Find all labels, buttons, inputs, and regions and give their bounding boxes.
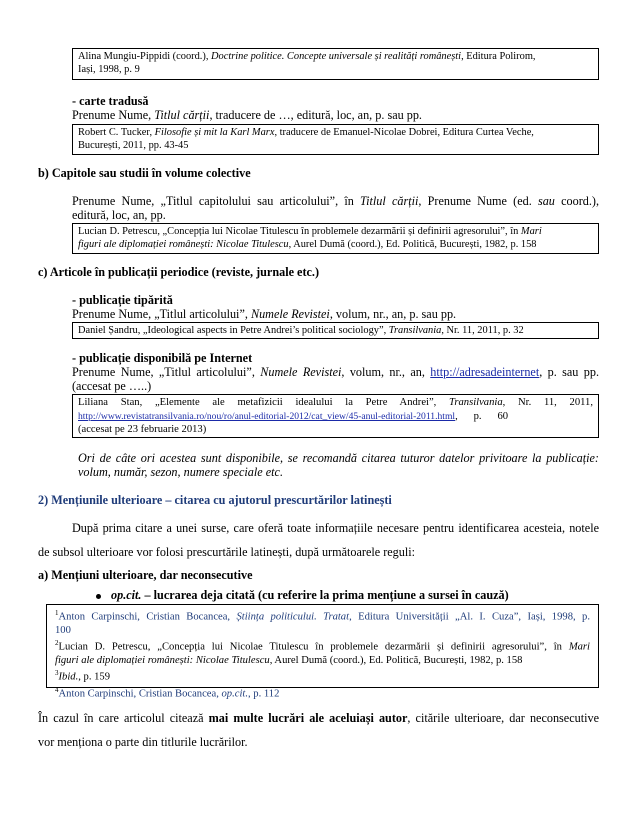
text: Robert C. Tucker,: [78, 127, 155, 138]
text: – lucrarea deja citată (cu referire la prima mențiune a sursei în cauză): [141, 588, 509, 602]
text: Prenume Nume, „Titlul capitolului sau articolului”, în: [72, 194, 361, 208]
text: , p. 159: [78, 671, 110, 683]
text: Anton Carpinschi, Cristian Bocancea,: [58, 611, 237, 623]
subheading-translated-book: - carte tradusă: [72, 94, 149, 108]
text-italic: Știința politicului. Tratat: [236, 611, 350, 623]
example-line: [78, 238, 593, 251]
closing-line1: [38, 711, 599, 726]
example-line: [78, 225, 593, 238]
footnote-number: 4: [55, 686, 59, 695]
paragraph-line2: de subsol ulterioare vor folosi prescurtările latinești, după următoarele reguli:: [38, 545, 416, 559]
section-heading-b: b) Capitole sau studii în volume colective: [38, 166, 251, 180]
example-box-print: [72, 322, 599, 339]
text-italic: figuri ale diplomației românești: Nicolae Titulescu: [55, 654, 270, 666]
text-bold: mai multe lucrări ale aceluiași autor: [208, 711, 408, 725]
text: , Aurel Dumă (coord.), Ed. Politică, București, 1982, p. 158: [288, 239, 537, 250]
text-italic: figuri ale diplomației românești: Nicolae Titulescu: [78, 239, 289, 250]
template-chapter-line2: editură, loc, an, pp.: [72, 208, 166, 222]
footnote-number: 1: [55, 609, 59, 617]
template-chapter: [72, 194, 599, 209]
example-line: (accesat pe 23 februarie 2013): [78, 424, 207, 435]
footnote-example-box: [46, 604, 599, 700]
text-italic: Filosofie și mit la Karl Marx: [154, 127, 275, 138]
template-translated-book: [72, 108, 422, 123]
footnote-1: [55, 607, 590, 624]
template-internet: [72, 365, 599, 380]
text: În cazul în care articolul citează: [38, 711, 209, 725]
internet-address-link[interactable]: http://adresadeinternet: [430, 365, 540, 379]
subheading-internet: - publicație disponibilă pe Internet: [72, 351, 253, 365]
text-italic: Mari: [520, 226, 542, 237]
text: Lucian D. Petrescu, „Concepția lui Nicolae Titulescu în problemele dezarmării și definirii agresorului”, în: [78, 226, 521, 237]
closing-line2: vor menționa o parte din titlurile lucrărilor.: [38, 735, 248, 749]
text: , Editura Universității „Al. I. Cuza”, Iași, 1998, p.: [349, 611, 590, 623]
note-line1: Ori de câte ori acestea sunt disponibile, se recomandă citarea tuturor datelor privitoare la publicație:: [78, 451, 599, 465]
example-line: [78, 50, 593, 63]
text: , Nr. 11, 2011, p. 32: [441, 325, 524, 336]
bullet-opcit: [96, 588, 509, 603]
note-line2: volum, număr, sezon, numere speciale etc.: [78, 465, 283, 479]
example-line: [78, 324, 593, 337]
text: Anton Carpinschi, Cristian Bocancea,: [58, 688, 222, 700]
text: coord.),: [554, 194, 600, 208]
example-box-translated: [72, 124, 599, 155]
example-line: [78, 410, 593, 424]
text-italic: op.cit.: [111, 588, 142, 602]
bullet-icon: [96, 594, 101, 599]
text-italic: Ibid.: [58, 671, 79, 683]
text: , citările ulterioare, dar neconsecutive: [407, 711, 599, 725]
text-italic: Doctrine politice. Concepte universale și realități românești: [211, 51, 462, 62]
text: Alina Mungiu-Pippidi (coord.),: [78, 51, 212, 62]
text: Prenume Nume,: [72, 108, 155, 122]
text: , p. sau pp.: [539, 365, 599, 379]
subheading-a: a) Mențiuni ulterioare, dar neconsecutive: [38, 568, 253, 582]
footnote-number: 3: [55, 669, 59, 678]
template-print: [72, 307, 456, 322]
paragraph-line1: După prima citare a unei surse, care oferă toate informațiile necesare pentru identificarea acesteia, notele: [72, 521, 599, 535]
footnote-1-line2: 100: [55, 624, 71, 636]
example-line: București, 2011, pp. 43-45: [78, 140, 189, 151]
text-italic: Numele Revistei: [250, 307, 330, 321]
footnote-2-line2: [55, 654, 590, 667]
text-italic: op.cit.: [221, 688, 248, 700]
text: , volum, nr., an,: [341, 365, 431, 379]
revista-link[interactable]: http://www.revistatransilvania.ro/nou/ro/anul-editorial-2012/cat_view/45-anul-editorial-2011.html: [78, 410, 456, 422]
example-box-internet: [72, 394, 599, 438]
section-heading-2: 2) Mențiunile ulterioare – citarea cu ajutorul prescurtărilor latinești: [38, 493, 392, 507]
text: , p. 60: [455, 410, 509, 422]
footnote-number: 2: [55, 639, 59, 648]
template-internet-line2: (accesat pe …..): [72, 379, 152, 393]
text: , volum, nr., an, p. sau pp.: [329, 307, 457, 321]
text-italic: Mari: [568, 641, 590, 653]
text: , Nr. 11, 2011,: [502, 397, 593, 408]
text-italic: Titlul cărții: [154, 108, 210, 122]
text-italic: Transilvania: [449, 397, 503, 408]
text: , Prenume Nume (ed.: [418, 194, 538, 208]
footnote-3: [55, 667, 590, 684]
section-heading-c: c) Articole în publicații periodice (reviste, jurnale etc.): [38, 265, 320, 279]
text: , Aurel Dumă (coord.), Ed. Politică, București, 1982, p. 158: [269, 654, 523, 666]
text: Prenume Nume, „Titlul articolului”,: [72, 307, 251, 321]
example-line: [78, 126, 593, 139]
example-line: Iași, 1998, p. 9: [78, 64, 140, 75]
text-italic: Numele Revistei: [260, 365, 342, 379]
text: Prenume Nume, „Titlul articolului”,: [72, 365, 261, 379]
text-italic: Titlul cărții: [360, 194, 419, 208]
text: , p. 112: [247, 688, 280, 700]
text-italic: Transilvania: [388, 325, 442, 336]
text: Daniel Șandru, „Ideological aspects in Petre Andrei’s political sociology”,: [78, 325, 389, 336]
example-box-book: [72, 48, 599, 80]
text: , Editura Polirom,: [461, 51, 536, 62]
example-box-chapter: [72, 223, 599, 254]
text: Liliana Stan, „Elemente ale metafizicii idealului la Petre Andrei”,: [78, 397, 450, 408]
footnote-2: [55, 637, 590, 654]
text: Lucian D. Petrescu, „Concepția lui Nicolae Titulescu în problemele dezarmării și definirii agresorului”, în: [58, 641, 569, 653]
example-line: [78, 396, 593, 410]
text: , traducere de Emanuel-Nicolae Dobrei, Editura Curtea Veche,: [274, 127, 534, 138]
footnote-4: [55, 684, 590, 701]
subheading-print: - publicație tipărită: [72, 293, 173, 307]
text-italic: sau: [537, 194, 555, 208]
text: , traducere de …, editură, loc, an, p. sau pp.: [209, 108, 422, 122]
